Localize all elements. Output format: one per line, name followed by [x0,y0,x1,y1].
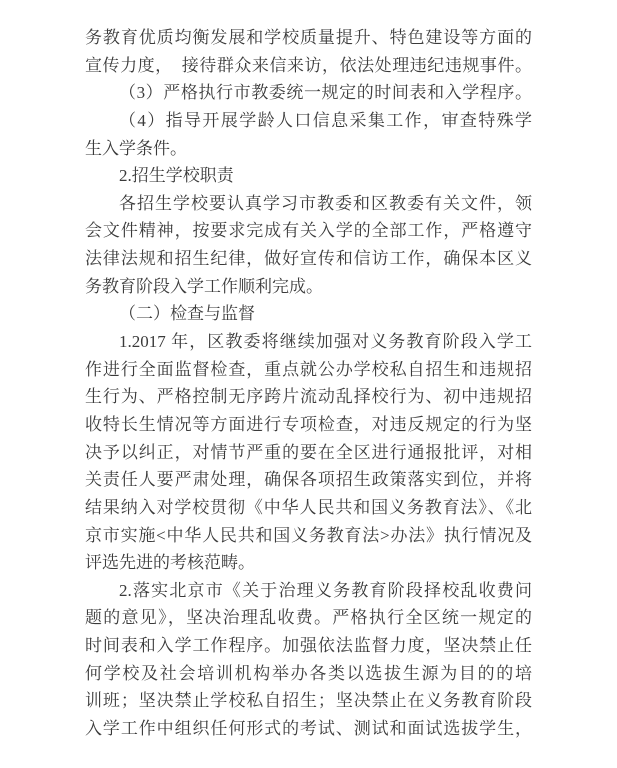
text-line: 宣传力度， 接待群众来信来访，依法处理违纪违规事件。 [85,55,532,75]
text-block [85,24,532,743]
text-line: 决予以纠正，对情节严重的要在全区进行通报批评，对相 [85,442,532,462]
text-line: （3）严格执行市教委统一规定的时间表和入学程序。 [119,83,532,103]
text-line: 生入学条件。 [85,138,187,158]
text-line: 法律法规和招生纪律，做好宣传和信访工作，确保本区义 [85,249,532,269]
text-line: 评选先进的考核范畴。 [85,553,255,573]
text-line: 作进行全面监督检查，重点就公办学校私自招生和违规招 [85,359,532,379]
text-line: 时间表和入学工作程序。加强依法监督力度，坚决禁止任 [85,636,532,656]
text-line: 各招生学校要认真学习市教委和区教委有关文件，领 [119,193,532,213]
text-line: （4）指导开展学龄人口信息采集工作，审查特殊学 [119,110,532,130]
text-line: 结果纳入对学校贯彻《中华人民共和国义务教育法》、《北 [85,497,532,517]
text-line: 训班；坚决禁止学校私自招生；坚决禁止在义务教育阶段 [85,691,532,711]
text-line: 会文件精神，按要求完成有关入学的全部工作，严格遵守 [85,221,532,241]
text-line: 1.2017 年，区教委将继续加强对义务教育阶段入学工 [119,332,532,352]
text-line: 2.落实北京市《关于治理义务教育阶段择校乱收费问 [119,580,532,600]
text-line: 2.招生学校职责 [119,166,234,186]
text-line: （二）检查与监督 [119,304,255,324]
text-line: 务教育优质均衡发展和学校质量提升、特色建设等方面的 [85,28,532,47]
text-line: 何学校及社会培训机构举办各类以选拔生源为目的的培 [85,663,532,683]
text-line: 生行为、严格控制无序跨片流动乱择校行为、初中违规招 [85,387,532,407]
text-line: 收特长生情况等方面进行专项检查，对违反规定的行为坚 [85,414,532,434]
text-line: 京市实施<中华人民共和国义务教育法>办法》执行情况及 [85,525,532,545]
text-line: 务教育阶段入学工作顺利完成。 [85,276,323,296]
text-line: 入学工作中组织任何形式的考试、测试和面试选拔学生， [85,719,532,739]
text-line: 关责任人要严肃处理，确保各项招生政策落实到位，并将 [85,470,532,490]
text-line: 题的意见》，坚决治理乱收费。严格执行全区统一规定的 [85,608,532,628]
